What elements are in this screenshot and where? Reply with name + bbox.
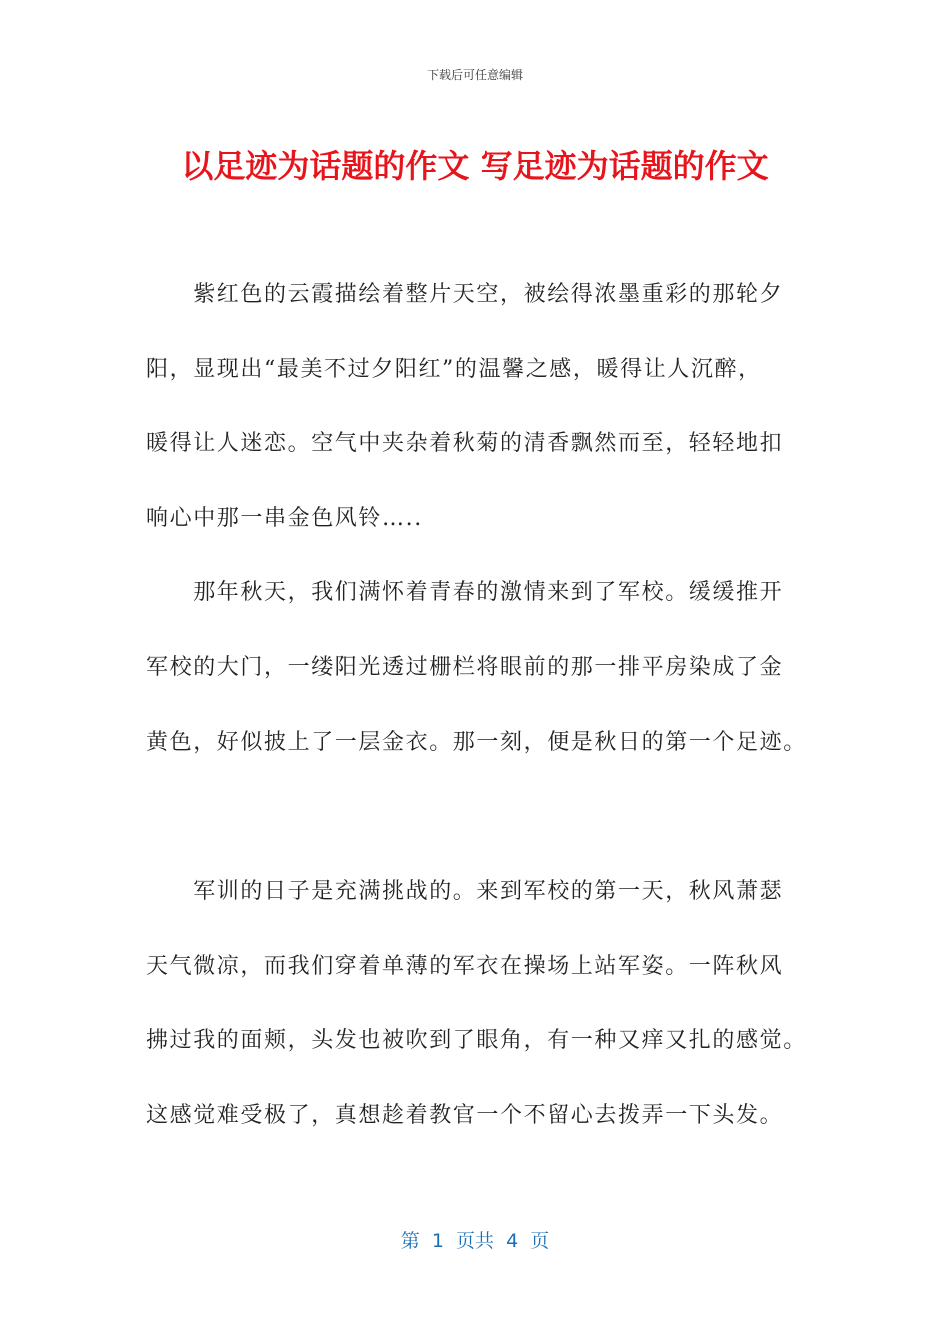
header-note: 下载后可任意编辑 xyxy=(426,68,523,82)
body-line: 暖得让人迷恋。空气中夹杂着秋菊的清香飘然而至，轻轻地扣 xyxy=(146,431,784,456)
body-line: 天气微凉，而我们穿着单薄的军衣在操场上站军姿。一阵秋风 xyxy=(146,954,784,979)
body-line: 黄色，好似披上了一层金衣。那一刻，便是秋日的第一个足迹。 xyxy=(146,730,807,755)
body-line: 军校的大门，一缕阳光透过栅栏将眼前的那一排平房染成了金 xyxy=(146,655,784,680)
body-line: 那年秋天，我们满怀着青春的激情来到了军校。缓缓推开 xyxy=(146,580,784,605)
body-line: 响心中那一串金色风铃….. xyxy=(146,506,423,531)
body-line: 这感觉难受极了，真想趁着教官一个不留心去拨弄一下头发。 xyxy=(146,1103,784,1128)
body-line: 拂过我的面颊，头发也被吹到了眼角，有一种又痒又扎的感觉。 xyxy=(146,1028,807,1053)
body-line: 军训的日子是充满挑战的。来到军校的第一天，秋风萧瑟 xyxy=(146,879,784,904)
body-line: 紫红色的云霞描绘着整片天空，被绘得浓墨重彩的那轮夕 xyxy=(146,282,784,307)
document-title: 以足迹为话题的作文 写足迹为话题的作文 xyxy=(181,147,769,185)
page-number-footer: 第 1 页共 4 页 xyxy=(400,1230,550,1252)
body-line: 阳，显现出“最美不过夕阳红”的温馨之感，暖得让人沉醉， xyxy=(146,357,762,382)
